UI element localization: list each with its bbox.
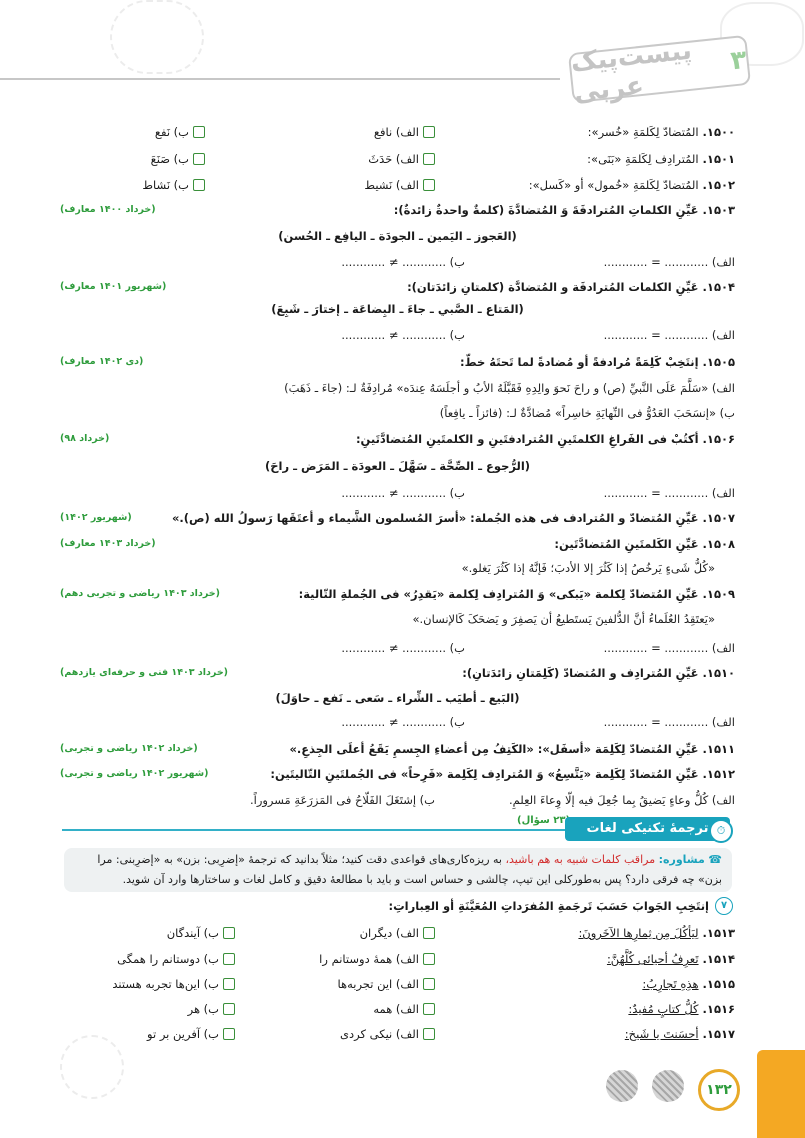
question-1506: ۱۵۰۶.أكتُبْ فی الفَراغِ الكلمتَينِ المُترادفتَينِ و الكلمتَينِ المُتضادَّتَينِ: (خرداد ۹۸) [60, 428, 735, 450]
advice-icon: ☎ [704, 853, 722, 866]
stopwatch-icon: ⏱ [709, 819, 733, 843]
exam-tag: (خرداد ۱۴۰۲ رياضی و تجربی) [60, 743, 198, 754]
answer-line: الف) «سَلَّمَ عَلَى النَّبيِّ (ص) و راحَ نَحوَ والِدِهِ فَقَبَّلَهُ الأبُ و أجلَسَهُ عِندَه» مُرادِفَةٌ لـ: (جاءَ ـ ذَهَبَ) [284, 381, 735, 395]
option-b[interactable]: ب) نَفع [155, 121, 205, 143]
checkbox[interactable] [193, 153, 205, 165]
answer-line: الف) ............ = ............ ب) ............ ≠ ............ [341, 255, 735, 269]
answer-line: الف) ............ = ............ ب) ............ ≠ ............ [341, 641, 735, 655]
question-1502: ۱۵۰۲.المُتضادّ لِكَلمَةِ «خُمول» أو «كَسل»: الف) نَشيط ب) نَشاط [60, 174, 735, 196]
option-b[interactable]: ب) آفرین بر تو [147, 1023, 235, 1045]
option-a[interactable]: الف) این تجربه‌ها [338, 973, 435, 995]
checkbox[interactable] [423, 153, 435, 165]
checkbox[interactable] [423, 978, 435, 990]
group-number: ۷ [715, 897, 733, 915]
question-1503: ۱۵۰۳.عَيِّنِ الكلماتِ المُترادفَةَ وَ المُتضادَّةَ (كلمةٌ واحدةٌ زائدةٌ): (خرداد ۱۴۰۰ معارف) [60, 199, 735, 221]
answer-line: ب) «إنسَحَبَ العَدُوُّ فی النِّهايَةِ خاسِراً» مُضادَّةٌ لـ: (فائزاً ـ يافِعاً) [439, 406, 735, 420]
word-list: (المَتاع ـ الصَّبي ـ جاءَ ـ البِضاعَة ـ إختارَ ـ شَبِعَ) [271, 302, 524, 316]
question-1507: ۱۵۰۷.عَيِّنِ المُتضادّ و المُترادف فی هذه الجُملة: «أسرَ المُسلمون الشَّيماء و أعتَقَها رَسولُ الله (ص).» (شهريور ۱۴۰۲) [60, 507, 735, 529]
section-title: ترجمهٔ تکنیکی لغات [565, 817, 730, 841]
answer-line: الف) كُلُّ وعاءٍ يَضيقُ بِما جُعِلَ فيه إلّا وِعاءَ العِلمِ. ب) إشتَغَلَ الفَلّاحُ فی المَزرَعَةِ مَسروراً. [249, 793, 735, 807]
question-1514: ۱۵۱۴.تَعرِفُ أحيائی كُلَّهُنَّ: الف) همهٔ دوستانم را ب) دوستانم را همگی [60, 948, 735, 970]
option-b[interactable]: ب) صَنَعَ [151, 148, 205, 170]
question-1513: ۱۵۱۳.لِيَأكُلَ مِن ثِمارِها الآخَرونَ: الف) دیگران ب) آیندگان [60, 922, 735, 944]
answer-line: الف) ............ = ............ ب) ............ ≠ ............ [341, 486, 735, 500]
answer-line: الف) ............ = ............ ب) ............ ≠ ............ [341, 715, 735, 729]
question-1508: ۱۵۰۸.عَيِّنِ الكَلمتَينِ المُتضادَّتَين: (خرداد ۱۴۰۳ معارف) [60, 533, 735, 555]
question-1500: ۱۵۰۰.المُتضادّ لِكَلمَةِ «خُسر»: الف) نافع ب) نَفع [60, 121, 735, 143]
option-a[interactable]: الف) نیکی کردی [340, 1023, 435, 1045]
question-1510: ۱۵۱۰.عَيِّنِ المُترادِف و المُتضادّ (كَلِمَتانِ زائدَتانِ): (خرداد ۱۴۰۳ فنی و حرفه‌ای يازدهم) [60, 662, 735, 684]
word-list: (الرُّجوع ـ الصِّحَّة ـ سَهَّلَ ـ العودَة ـ المَرَض ـ راحَ) [264, 459, 531, 473]
option-b[interactable]: ب) نَشاط [142, 174, 205, 196]
checkbox[interactable] [223, 927, 235, 939]
exam-tag: (خرداد ۱۴۰۳ فنی و حرفه‌ای يازدهم) [60, 667, 229, 678]
answer-line: الف) ............ = ............ ب) ............ ≠ ............ [341, 328, 735, 342]
question-1511: ۱۵۱۱.عَيِّنِ المُتضادّ لِكَلِمَة «أسفَل»: «الكَتِفُ مِن أعضاءِ الجِسمِ يَقَعُ أعلَى الجِذعِ.» (خرداد ۱۴۰۲ رياضی و تجربی) [60, 738, 735, 760]
sentence: «كُلُّ شَیءٍ يَرخُصُ إذا كَثُرَ إلا الأدبَ؛ فَإنَّهُ إذا كَثُرَ يَغلو.» [461, 561, 715, 575]
exam-tag: (شهريور ۱۴۰۲ رياضی و تجربی) [60, 768, 209, 779]
question-1517: ۱۵۱۷.أحسَنتَ يا شَيخ: الف) نیکی کردی ب) آفرین بر تو [60, 1023, 735, 1045]
exam-tag: (خرداد ۱۴۰۳ معارف) [60, 538, 156, 549]
option-b[interactable]: ب) دوستانم را همگی [117, 948, 235, 970]
checkbox[interactable] [423, 953, 435, 965]
sentence: «يَعتَقِدُ العُلَماءُ أنَّ الدُّلفينَ يَستَطيعُ أن يَصفِرَ و يَضحَکَ كَالإنسان.» [412, 612, 715, 626]
question-1509: ۱۵۰۹.عَيِّنِ المُتضادّ لِكلمة «يَبكی» وَ المُترادِف لِكلمة «يَقدِرُ» فی الجُملةِ التّالية: (خرداد ۱۴۰۳ رياضی و تجربی دهم) [60, 583, 735, 605]
checkbox[interactable] [423, 126, 435, 138]
question-1505: ۱۵۰۵.إنتَخِبْ كَلِمَةً مُرادفةً أو مُضادةً لما تَحتَهُ خطّ: (دی ۱۴۰۲ معارف) [60, 351, 735, 373]
word-list: (العَجوز ـ اليَمين ـ الجودَة ـ اليافِع ـ الحُسن) [278, 229, 517, 243]
option-a[interactable]: الف) نَشيط [364, 174, 435, 196]
question-count: ۲۳ سؤال) [517, 815, 566, 826]
exam-tag: (شهريور ۱۴۰۲) [60, 512, 132, 523]
brand-number: ۳ [729, 44, 749, 77]
exam-tag: (خرداد ۱۴۰۳ رياضی و تجربی دهم) [60, 588, 220, 599]
option-a[interactable]: الف) همه [373, 998, 435, 1020]
option-b[interactable]: ب) هر [188, 998, 235, 1020]
exam-tag: (خرداد ۱۴۰۰ معارف) [60, 204, 156, 215]
checkbox[interactable] [423, 1028, 435, 1040]
exam-tag: (خرداد ۹۸) [60, 433, 110, 444]
option-a[interactable]: الف) حَدَثَ [368, 148, 435, 170]
advice-box: ☎ مشاوره: مراقب کلمات شبیه به هم باشید، به ریزه‌کاری‌های قواعدی دقت کنید؛ مثلاً بدانید که ترجمهٔ «إضرِبی: بزن» به «إضرِبنی: مرا بزن» چه فرقی دارد؟ پس به‌طورکلی این تیپ، چالشی و حساس است و باید با مطالعهٔ دقیق و کامل لغات و ساختارها وارد آن شوید. [64, 848, 732, 892]
word-list: (البَيع ـ أطيَب ـ الشِّراء ـ سَعی ـ نَفع ـ حاوَلَ) [275, 691, 520, 705]
option-a[interactable]: الف) دیگران [360, 922, 435, 944]
page-number: ۱۳۲ [698, 1069, 740, 1111]
question-1516: ۱۵۱۶.كُلُّ كتابٍ مُفيدٌ: الف) همه ب) هر [60, 998, 735, 1020]
question-1515: ۱۵۱۵.هذِهِ تَجارِبُ: الف) این تجربه‌ها ب) این‌ها تجربه هستند [60, 973, 735, 995]
checkbox[interactable] [223, 978, 235, 990]
question-group-heading: ۷ إنتَخِبِ الجَوابَ حَسَبَ تَرجَمةِ المُفرَداتِ المُعَيَّنَةِ أو العِباراتِ: [388, 897, 733, 915]
option-a[interactable]: الف) نافع [374, 121, 435, 143]
option-a[interactable]: الف) همهٔ دوستانم را [319, 948, 435, 970]
question-1501: ۱۵۰۱.المُترادِف لِكَلمَةِ «بَنَى»: الف) حَدَثَ ب) صَنَعَ [60, 148, 735, 170]
header-rule [0, 78, 560, 80]
decorative-doodle [60, 1035, 124, 1099]
exam-tag: (دی ۱۴۰۲ معارف) [60, 356, 144, 367]
brand-word: پیست‌پیک عربی [569, 35, 694, 108]
chapter-tab [757, 1050, 805, 1138]
checkbox[interactable] [223, 1028, 235, 1040]
option-b[interactable]: ب) آیندگان [167, 922, 235, 944]
question-1504: ۱۵۰۴.عَيِّنِ الكلمات المُترادفَة و المُتضادَّة (كلمتانِ زائدَتان): (شهريور ۱۴۰۱ معارف) [60, 276, 735, 298]
checkbox[interactable] [193, 179, 205, 191]
question-1512: ۱۵۱۲.عَيِّنِ المُتضادّ لِكَلِمة «يَتَّسِعُ» وَ المُترادِف لِكَلِمة «فَرِحاً» فی الجُملتَينِ التّاليتَين: (شهريور ۱۴۰۲ رياضی و تجربی) [60, 763, 735, 785]
checkbox[interactable] [423, 1003, 435, 1015]
decorative-dot [606, 1070, 638, 1102]
checkbox[interactable] [223, 1003, 235, 1015]
checkbox[interactable] [423, 927, 435, 939]
option-b[interactable]: ب) این‌ها تجربه هستند [112, 973, 235, 995]
decorative-dot [652, 1070, 684, 1102]
decorative-doodle [110, 0, 204, 74]
checkbox[interactable] [193, 126, 205, 138]
brand-logo [568, 35, 751, 108]
checkbox[interactable] [223, 953, 235, 965]
checkbox[interactable] [423, 179, 435, 191]
exam-tag: (شهريور ۱۴۰۱ معارف) [60, 281, 167, 292]
